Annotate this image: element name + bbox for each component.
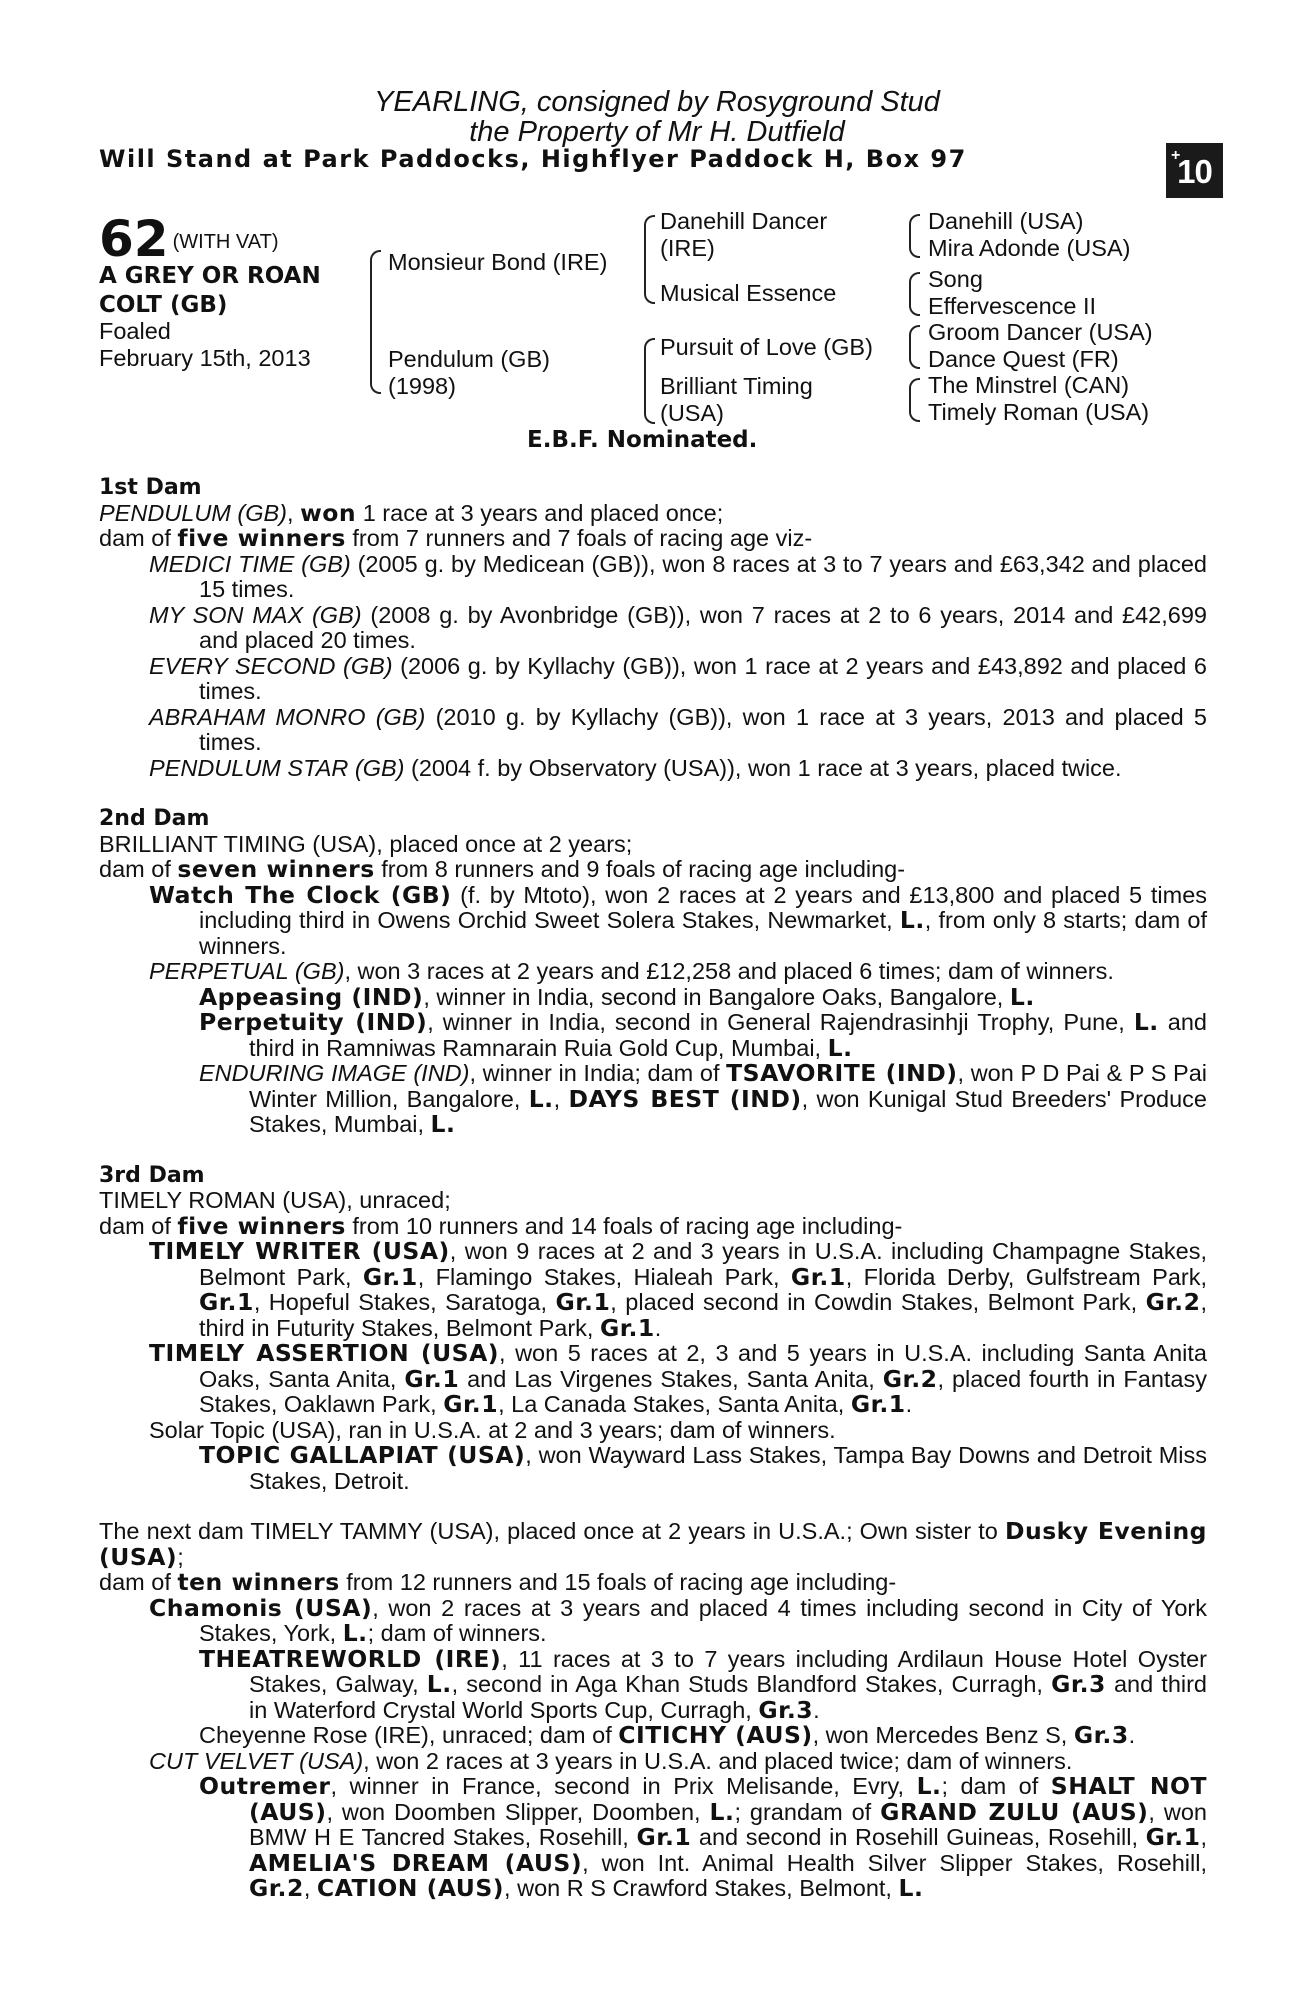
text: , won 2 races at 3 years in U.S.A. and placed twice; dam of winners.: [363, 1747, 1073, 1774]
listed-mark: L.: [899, 906, 925, 934]
horse-name: PERPETUAL (GB): [149, 958, 345, 984]
text: , won 3 races at 2 years and £12,258 and placed 6 times; dam of winners.: [344, 958, 1114, 984]
pedigree-dam-name: Pendulum (GB): [388, 346, 550, 372]
text: , third in Futurity Stakes, Belmont Park,: [199, 1289, 1207, 1341]
text: and Las Virgenes Stakes, Santa Anita,: [459, 1365, 883, 1392]
foal-text: (2006 g. by Kyllachy (GB)), won 1 race at 2 years and £43,892 and placed 6 times.: [199, 652, 1207, 704]
text: , winner in France, second in Prix Melisande, Evry,: [330, 1773, 917, 1799]
vat-note: (WITH VAT): [172, 231, 279, 253]
text: ; dam of winners.: [367, 1620, 547, 1646]
pedigree-dam-sire: Pursuit of Love (GB): [660, 334, 873, 360]
text: , winner in India, second in Bangalore Oaks, Bangalore,: [423, 983, 1010, 1010]
first-dam-won: won: [300, 498, 357, 527]
consignor-line: YEARLING, consigned by Rosyground Stud: [374, 86, 940, 118]
ebf-note: E.B.F. Nominated.: [527, 427, 758, 453]
text: .: [813, 1696, 820, 1723]
text: , placed fourth in Fantasy Stakes, Oaklawn Park,: [199, 1365, 1207, 1417]
text: , Flamingo Stakes, Hialeah Park,: [417, 1263, 791, 1290]
text: , won Mercedes Benz S,: [812, 1722, 1074, 1748]
brace-g2: [909, 272, 920, 316]
foal-text: (2008 g. by Avonbridge (GB)), won 7 races at 2 to 6 years, 2014 and £42,699 and placed 20 times.: [199, 601, 1207, 653]
text: , won 5 races at 2, 3 and 5 years in U.S.A. including Santa Anita Oaks, Santa Anita,: [199, 1340, 1208, 1392]
progeny-entry: [99, 1749, 1207, 1775]
horse-name: Chamonis (USA): [149, 1593, 373, 1622]
progeny-entry: [99, 1239, 1207, 1341]
gg-5: Groom Dancer (USA): [928, 319, 1153, 345]
grade-mark: Gr.2: [1145, 1288, 1201, 1316]
next-dam-line: [99, 1519, 1207, 1570]
brace-sire-dam: [370, 250, 381, 394]
horse-name: Watch The Clock (GB): [149, 880, 452, 909]
text: ; dam of: [941, 1773, 1051, 1799]
badge-number: 10: [1177, 153, 1212, 190]
progeny-entry: [99, 1010, 1207, 1061]
foal-name: PENDULUM STAR (GB): [149, 754, 405, 781]
text: from 10 runners and 14 foals of racing age including-: [345, 1212, 903, 1239]
grandparents-3: [928, 319, 1153, 373]
next-dam-of: [99, 1570, 1207, 1596]
text: from 8 runners and 9 foals of racing age including-: [374, 856, 906, 882]
listed-mark: L.: [898, 1874, 924, 1902]
third-dam-of: [99, 1211, 1207, 1240]
text: .: [1128, 1722, 1136, 1748]
desc-line1: A GREY OR ROAN: [99, 263, 321, 289]
gg-1: Danehill (USA): [928, 208, 1084, 234]
progeny-entry: [99, 1341, 1207, 1418]
foal-entry: [99, 705, 1207, 756]
text: ; grandam of: [734, 1798, 881, 1825]
listed-mark: L.: [342, 1619, 368, 1647]
text: (f. by Mtoto), won 2 races at 2 years and £13,800 and placed 5 times including third in Owens Orchid Sweet Solera Stakes, Newmarket,: [199, 881, 1208, 933]
text: , second in Aga Khan Studs Blandford Stakes, Curragh,: [451, 1671, 1052, 1697]
horse-name: CITICHY (AUS): [618, 1721, 813, 1749]
grade-mark: Gr.3: [1051, 1670, 1106, 1698]
text: , Hopeful Stakes, Saratoga,: [253, 1289, 556, 1315]
gg-8: Timely Roman (USA): [928, 399, 1150, 425]
grade-mark: Gr.1: [362, 1262, 418, 1291]
horse-name: SHALT NOT (AUS): [249, 1772, 1207, 1826]
text: , from only 8 starts; dam of winners.: [199, 907, 1207, 959]
grade-mark: Gr.1: [1145, 1823, 1201, 1851]
listed-mark: L.: [1009, 982, 1035, 1011]
grandparents-2: [928, 266, 1096, 320]
foal-entry: [99, 552, 1207, 603]
brace-g3: [909, 325, 920, 369]
pedigree-sire-dam: Musical Essence: [660, 280, 837, 306]
progeny-entry: [99, 959, 1207, 985]
progeny-entry: [99, 880, 1208, 960]
stand-location: Will Stand at Park Paddocks, Highflyer Paddock H, Box 97: [99, 145, 967, 173]
winners-count: five winners: [177, 524, 346, 552]
first-dam-heading: 1st Dam: [99, 475, 202, 500]
foal-text: (2010 g. by Kyllachy (GB)), won 1 race at 3 years, 2013 and placed 5 times.: [199, 703, 1207, 755]
grade-mark: Gr.1: [599, 1313, 655, 1342]
listed-mark: L.: [528, 1084, 554, 1113]
horse-name: TOPIC GALLAPIAT (USA): [199, 1441, 526, 1469]
foal-text: (2005 g. by Medicean (GB)), won 8 races at 3 to 7 years and £63,342 and placed 15 times.: [199, 550, 1207, 602]
horse-name: Perpetuity (IND): [199, 1008, 428, 1036]
text: from 12 runners and 15 foals of racing age including-: [339, 1569, 897, 1595]
grade-mark: Gr.1: [850, 1390, 906, 1418]
lot-number-line: [99, 210, 279, 268]
lot-description: [99, 262, 369, 320]
horse-name: DAYS BEST (IND): [568, 1084, 802, 1113]
listed-mark: L.: [426, 1670, 452, 1698]
brace-g1: [909, 214, 920, 258]
first-dam-line: PENDULUM (GB), won 1 race at 3 years and placed once;: [99, 498, 724, 527]
lot-number: 62: [99, 210, 169, 268]
grade-mark: Gr.1: [555, 1288, 611, 1316]
horse-name: Dusky Evening (USA): [99, 1517, 1207, 1571]
text: , La Canada Stakes, Santa Anita,: [498, 1391, 851, 1417]
badge-plus: +: [1171, 147, 1180, 164]
property-line: the Property of Mr H. Dutfield: [469, 116, 845, 148]
progeny-entry: Solar Topic (USA), ran in U.S.A. at 2 and 3 years; dam of winners.: [149, 1416, 836, 1443]
text: and third in Waterford Crystal World Sports Cup, Curragh,: [249, 1671, 1208, 1723]
grade-mark: Gr.3: [1073, 1721, 1129, 1749]
grade-mark: Gr.1: [636, 1823, 692, 1851]
third-dam-heading: 3rd Dam: [99, 1162, 205, 1188]
horse-name: TIMELY ASSERTION (USA): [149, 1339, 500, 1367]
grade-mark: Gr.3: [758, 1695, 814, 1724]
horse-name: ENDURING IMAGE (IND): [199, 1060, 470, 1086]
second-dam-of: [99, 857, 1207, 883]
foal-entry: [99, 654, 1207, 705]
catalogue-body: [99, 475, 1207, 1902]
progeny-entry: [99, 1644, 1208, 1724]
text: , won Kunigal Stud Breeders' Produce Stakes, Mumbai,: [249, 1085, 1208, 1137]
text: .: [654, 1314, 662, 1341]
first-dam-of: [99, 526, 1207, 552]
grade-mark: Gr.2: [249, 1874, 304, 1902]
horse-name: CATION (AUS): [316, 1874, 505, 1902]
text: .: [905, 1391, 913, 1417]
text: dam of: [99, 1569, 178, 1595]
winners-count: seven winners: [177, 855, 375, 883]
text: , won BMW H E Tancred Stakes, Rosehill,: [249, 1798, 1207, 1850]
progeny-entry: [99, 1593, 1207, 1647]
horse-name: AMELIA'S DREAM (AUS): [249, 1848, 583, 1877]
listed-mark: L.: [827, 1033, 853, 1062]
dd-line2: (USA): [660, 400, 724, 426]
horse-name: TSAVORITE (IND): [726, 1059, 958, 1087]
text: , winner in India; dam of: [469, 1060, 727, 1086]
brace-g4: [909, 378, 920, 422]
pedigree-sire: Monsieur Bond (IRE): [388, 249, 608, 275]
text: dam of: [99, 1212, 178, 1239]
gg-6: Dance Quest (FR): [928, 346, 1119, 372]
foal-name: EVERY SECOND (GB): [149, 652, 393, 679]
listed-mark: L.: [916, 1772, 942, 1800]
text: , won Wayward Lass Stakes, Tampa Bay Downs and Detroit Miss Stakes, Detroit.: [249, 1442, 1207, 1494]
foaled-info: [99, 318, 311, 372]
foal-entry: [99, 756, 1207, 782]
foal-entry: [99, 603, 1207, 654]
desc-line2: COLT (GB): [99, 292, 228, 318]
foal-name: MY SON MAX (GB): [149, 601, 362, 628]
grade-mark: Gr.1: [790, 1262, 846, 1291]
text: and second in Rosehill Guineas, Rosehill,: [691, 1824, 1146, 1850]
gg-2: Mira Adonde (USA): [928, 235, 1131, 261]
horse-name: Outremer: [199, 1772, 331, 1800]
progeny-entry: [99, 982, 1207, 1011]
pedigree-dam: [388, 346, 550, 400]
text: , won Doomben Slipper, Doomben,: [326, 1798, 710, 1825]
third-dam-line: TIMELY ROMAN (USA), unraced;: [99, 1187, 451, 1213]
grade-mark: Gr.2: [882, 1364, 938, 1393]
text: from 7 runners and 7 foals of racing age viz-: [345, 525, 813, 551]
text: , won 9 races at 2 and 3 years in U.S.A. including Champagne Stakes, Belmont Park,: [199, 1238, 1207, 1290]
text: and third in Ramniwas Ramnarain Ruia Gold Cup, Mumbai,: [249, 1009, 1207, 1061]
foal-name: MEDICI TIME (GB): [149, 550, 351, 577]
listed-mark: L.: [1133, 1008, 1159, 1036]
pedigree-dam-year: (1998): [388, 373, 456, 399]
horse-name: CUT VELVET (USA): [149, 1747, 364, 1774]
horse-name: GRAND ZULU (AUS): [880, 1797, 1149, 1826]
text: dam of: [99, 525, 178, 551]
text: , won Int. Animal Health Silver Slipper Stakes, Rosehill,: [582, 1849, 1207, 1876]
foaled-date: February 15th, 2013: [99, 345, 311, 371]
foaled-label: Foaled: [99, 318, 171, 344]
text: , 11 races at 3 to 7 years including Ardilaun House Hotel Oyster Stakes, Galway,: [249, 1645, 1207, 1697]
listed-mark: L.: [430, 1110, 456, 1138]
text: , won 2 races at 3 years and placed 4 times including second in City of York Stakes, York,: [199, 1594, 1207, 1646]
pedigree-sire-sire: [660, 208, 827, 262]
grandparents-4: [928, 372, 1149, 426]
gg-4: Effervescence II: [928, 293, 1097, 319]
horse-name: THEATREWORLD (IRE): [199, 1644, 502, 1673]
second-dam-line: BRILLIANT TIMING (USA), placed once at 2 years;: [99, 830, 633, 857]
listed-mark: L.: [709, 1797, 735, 1826]
progeny-entry: [99, 1443, 1207, 1494]
foal-text: (2004 f. by Observatory (USA)), won 1 race at 3 years, placed twice.: [404, 754, 1122, 781]
progeny-entry: ENDURING IMAGE (IND), winner in India; dam of TSAVORITE (IND), won P D Pai & P S Pai Winter Million, Bangalore, L., DAYS BEST (IND), won Kunigal Stud Breeders' Produce Stakes, Mumbai, L.: [199, 1059, 1208, 1138]
text: Cheyenne Rose (IRE), unraced; dam of: [199, 1722, 619, 1748]
brace-dam-parents: [644, 338, 655, 424]
text: , winner in India, second in General Rajendrasinhji Trophy, Pune,: [427, 1009, 1134, 1035]
grade-mark: Gr.1: [443, 1390, 499, 1418]
gg-3: Song: [928, 266, 983, 292]
ss-line1: Danehill Dancer: [660, 208, 828, 234]
winners-count: five winners: [177, 1211, 346, 1240]
grade-mark: Gr.1: [199, 1288, 254, 1316]
horse-name: Appeasing (IND): [199, 982, 424, 1011]
gg-7: The Minstrel (CAN): [928, 372, 1130, 398]
text: , placed second in Cowdin Stakes, Belmont Park,: [610, 1289, 1146, 1315]
text: dam of: [99, 856, 178, 882]
first-dam-name: PENDULUM (GB): [99, 499, 288, 526]
text: ;: [177, 1543, 184, 1570]
lot-badge: [1166, 143, 1223, 198]
text: , Florida Derby, Gulfstream Park,: [845, 1263, 1207, 1290]
foal-name: ABRAHAM MONRO (GB): [149, 703, 426, 730]
pedigree-dam-dam: [660, 373, 813, 427]
horse-name: TIMELY WRITER (USA): [149, 1237, 450, 1265]
ss-line2: (IRE): [660, 235, 715, 261]
grade-mark: Gr.1: [404, 1364, 460, 1393]
progeny-entry: [99, 1723, 1207, 1749]
brace-sire-parents: [644, 215, 655, 304]
text: , won R S Crawford Stakes, Belmont,: [504, 1875, 899, 1901]
progeny-entry: Outremer, winner in France, second in Prix Melisande, Evry, L.; dam of SHALT NOT (AUS), won Doomben Slipper, Doomben, L.; grandam of GRAND ZULU (AUS), won BMW H E Tancred Stakes, Rosehill, Gr.1 and second in Rosehill Guineas, Rosehill, Gr.1, AMELIA'S DREAM (AUS), won Int. Animal Health Silver Slipper Stakes, Rosehill, Gr.2, CATION (AUS), won R S Crawford Stakes, Belmont, L.: [199, 1772, 1207, 1902]
dd-line1: Brilliant Timing: [660, 373, 813, 399]
second-dam-heading: 2nd Dam: [99, 806, 210, 831]
text: The next dam TIMELY TAMMY (USA), placed once at 2 years in U.S.A.; Own sister to: [99, 1518, 1005, 1544]
first-dam-rest: 1 race at 3 years and placed once;: [356, 499, 724, 526]
text: , won P D Pai & P S Pai Winter Million, Bangalore,: [249, 1060, 1207, 1112]
winners-count: ten winners: [177, 1568, 340, 1596]
grandparents-1: [928, 208, 1130, 262]
